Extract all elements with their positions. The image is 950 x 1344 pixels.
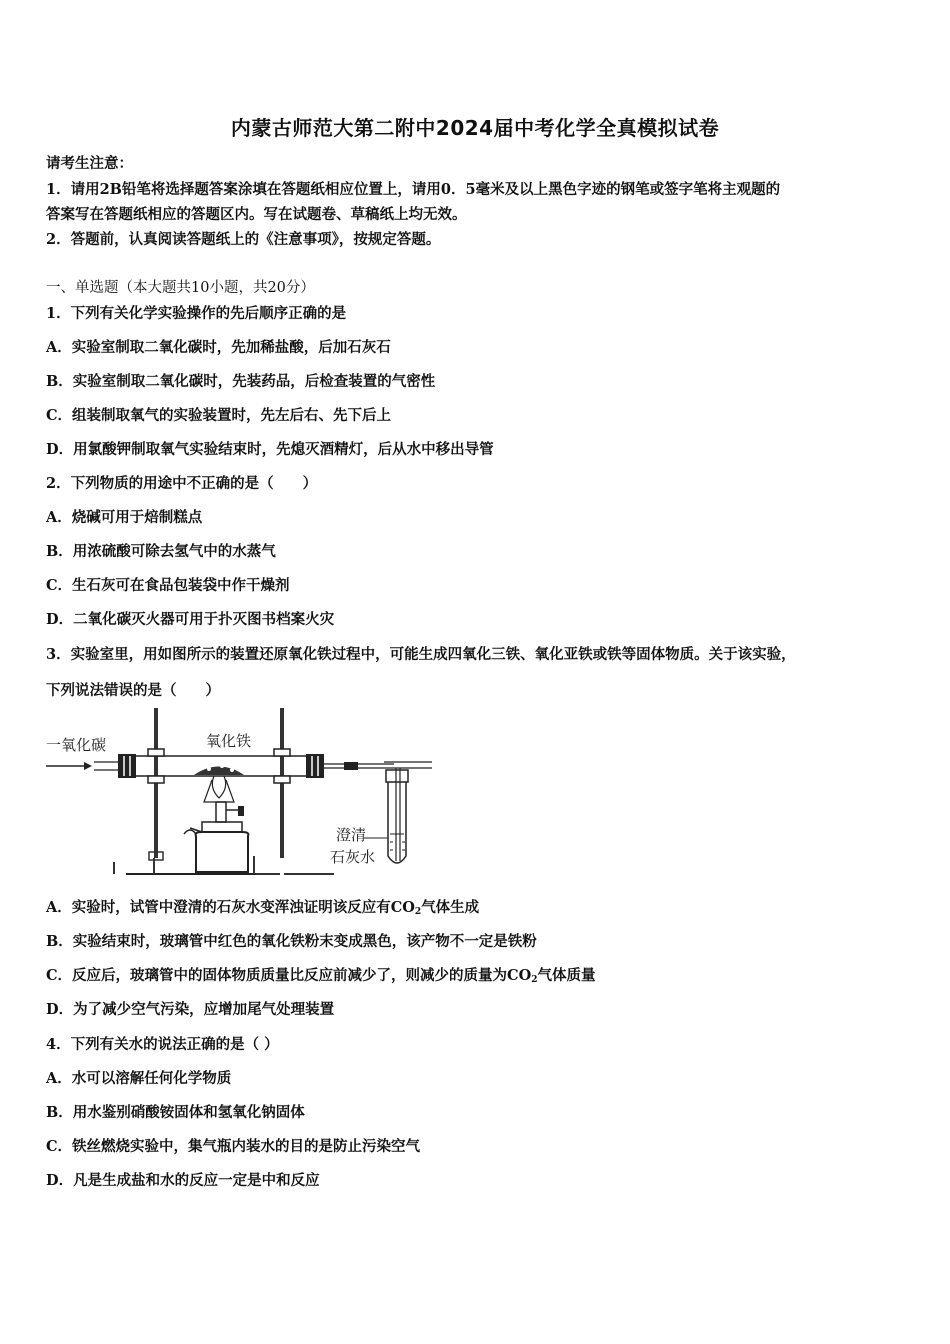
label-iron-oxide: 氧化铁 [206, 732, 252, 750]
burner-neck [216, 802, 226, 822]
notice-line-2: 2．答题前，认真阅读答题纸上的《注意事项》，按规定答题。 [46, 231, 441, 248]
q1-stem: 1．下列有关化学实验操作的先后顺序正确的是 [46, 305, 347, 322]
q4-stem: 4．下列有关水的说法正确的是（ ） [46, 1036, 279, 1053]
q2-option-c: C．生石灰可在食品包装袋中作干燥剂 [46, 577, 290, 594]
q1-option-c: C．组装制取氧气的实验装置时，先左后右、先下后上 [46, 407, 392, 424]
q3-option-b: B．实验结束时，玻璃管中红色的氧化铁粉末变成黑色，该产物不一定是铁粉 [46, 933, 537, 950]
notice-heading: 请考生注意： [46, 155, 133, 172]
label-limewater-1: 澄清 [336, 826, 367, 844]
apparatus-diagram [44, 706, 444, 878]
label-limewater-2: 石灰水 [330, 848, 376, 866]
q3-stem-line2: 下列说法错误的是（ ） [46, 682, 220, 699]
burner-body [196, 832, 249, 872]
q2-option-d: D．二氧化碳灭火器可用于扑灭图书档案火灾 [46, 611, 335, 628]
q3-stem-line1: 3．实验室里，用如图所示的装置还原氧化铁过程中，可能生成四氧化三铁、氧化亚铁或铁等固体物质。关于该实验， [46, 646, 796, 663]
q3-option-c: C．反应后，玻璃管中的固体物质质量比反应前减少了，则减少的质量为$CO_2$气体质量 [46, 967, 596, 985]
q2-option-a: A．烧碱可用于焙制糕点 [46, 509, 203, 526]
q3-option-d: D．为了减少空气污染，应增加尾气处理装置 [46, 1001, 335, 1018]
burner-flame [212, 776, 225, 798]
q1-option-d: D．用氯酸钾制取氧气实验结束时，先熄灭酒精灯，后从水中移出导管 [46, 441, 494, 458]
rubber-connector [344, 762, 358, 770]
iron-oxide-powder [194, 767, 244, 776]
notice-line-1b: 答案写在答题纸相应的答题区内。写在试题卷、草稿纸上均无效。 [46, 206, 467, 223]
label-carbon-monoxide: 一氧化碳 [46, 736, 107, 754]
test-tube [388, 782, 406, 863]
q1-option-b: B．实验室制取二氧化碳时，先装药品，后检查装置的气密性 [46, 373, 436, 390]
q3-option-a: A．实验时，试管中澄清的石灰水变浑浊证明该反应有$CO_2$气体生成 [46, 899, 480, 917]
exam-title: 内蒙古师范大第二附中2024届中考化学全真模拟试卷 [230, 116, 720, 140]
left-stopper [118, 754, 136, 778]
right-stopper [306, 754, 324, 778]
q4-option-a: A．水可以溶解任何化学物质 [46, 1070, 232, 1087]
q1-option-a: A．实验室制取二氧化碳时，先加稀盐酸，后加石灰石 [46, 339, 391, 356]
q4-option-d: D．凡是生成盐和水的反应一定是中和反应 [46, 1172, 320, 1189]
right-clamp [274, 749, 290, 756]
left-clamp [148, 749, 164, 756]
q4-option-b: B．用水鉴别硝酸铵固体和氢氧化钠固体 [46, 1104, 305, 1121]
q2-stem: 2．下列物质的用途中不正确的是（ ） [46, 475, 318, 492]
q4-option-c: C．铁丝燃烧实验中，集气瓶内装水的目的是防止污染空气 [46, 1138, 421, 1155]
section-heading: 一、单选题（本大题共10小题，共20分） [46, 280, 315, 296]
q2-option-b: B．用浓硫酸可除去氢气中的水蒸气 [46, 543, 276, 560]
notice-line-1a: 1．请用2B铅笔将选择题答案涂填在答题纸相应位置上，请用0．5毫米及以上黑色字迹的钢笔或签字笔将主观题的 [46, 181, 781, 198]
